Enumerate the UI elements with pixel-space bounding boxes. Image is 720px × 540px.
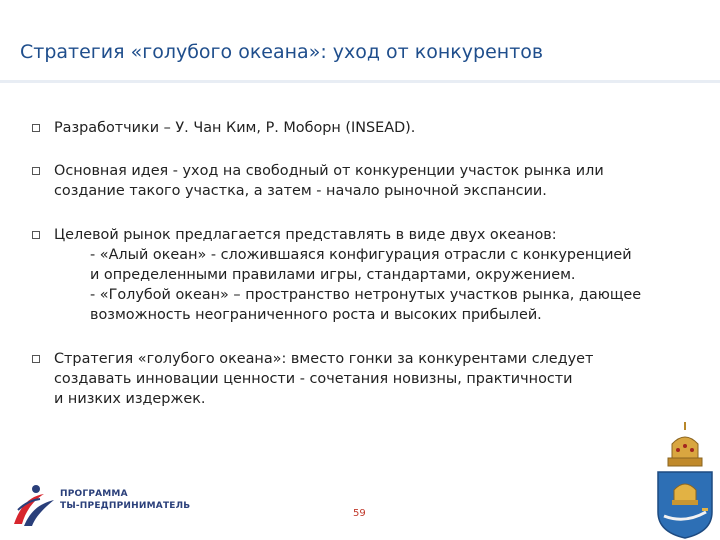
runner-swoosh-icon xyxy=(10,480,60,530)
bullet-square-icon xyxy=(32,355,40,363)
bullet-subline: и определенными правилами игры, стандартами, окружением. xyxy=(90,267,576,283)
bullet-text-line: Целевой рынок предлагается представлять в виде двух океанов: xyxy=(54,227,557,243)
bullet-square-icon xyxy=(32,167,40,175)
bullet-text-line: Разработчики – У. Чан Ким, Р. Моборн (INSEAD). xyxy=(54,120,416,136)
bullet-text-line: создавать инновации ценности - сочетания новизны, практичности xyxy=(54,371,573,387)
logo-text xyxy=(60,488,190,512)
bullet-text-line: Стратегия «голубого океана»: вместо гонки за конкурентами следует xyxy=(54,351,594,367)
bullet-square-icon xyxy=(32,124,40,132)
bullet-subline: возможность неограниченного роста и высоких прибылей. xyxy=(90,307,542,323)
bullet-subline: - «Голубой океан» – пространство нетронутых участков рынка, дающее xyxy=(90,287,642,303)
bullet-text-line: Основная идея - уход на свободный от конкуренции участок рынка или xyxy=(54,163,604,179)
regional-coat-of-arms-icon xyxy=(650,420,720,540)
bullet-text-line: создание такого участка, а затем - начало рыночной экспансии. xyxy=(54,183,547,199)
bullet-subline: - «Алый океан» - сложившаяся конфигурация отрасли с конкуренцией xyxy=(90,247,632,263)
bullet-list xyxy=(30,118,700,409)
bullet-item xyxy=(30,349,700,409)
slide-title: Стратегия «голубого океана»: уход от конкурентов xyxy=(20,41,544,63)
bullet-item xyxy=(30,161,700,201)
bullet-square-icon xyxy=(32,231,40,239)
logo-line: ПРОГРАММА xyxy=(60,489,128,499)
title-divider xyxy=(0,80,720,83)
bullet-item xyxy=(30,118,700,138)
bullet-text-line: и низких издержек. xyxy=(54,391,206,407)
page-number: 59 xyxy=(353,508,366,519)
logo-line: ТЫ-ПРЕДПРИНИМАТЕЛЬ xyxy=(60,501,191,511)
bullet-item xyxy=(30,225,700,325)
program-logo xyxy=(10,480,220,530)
